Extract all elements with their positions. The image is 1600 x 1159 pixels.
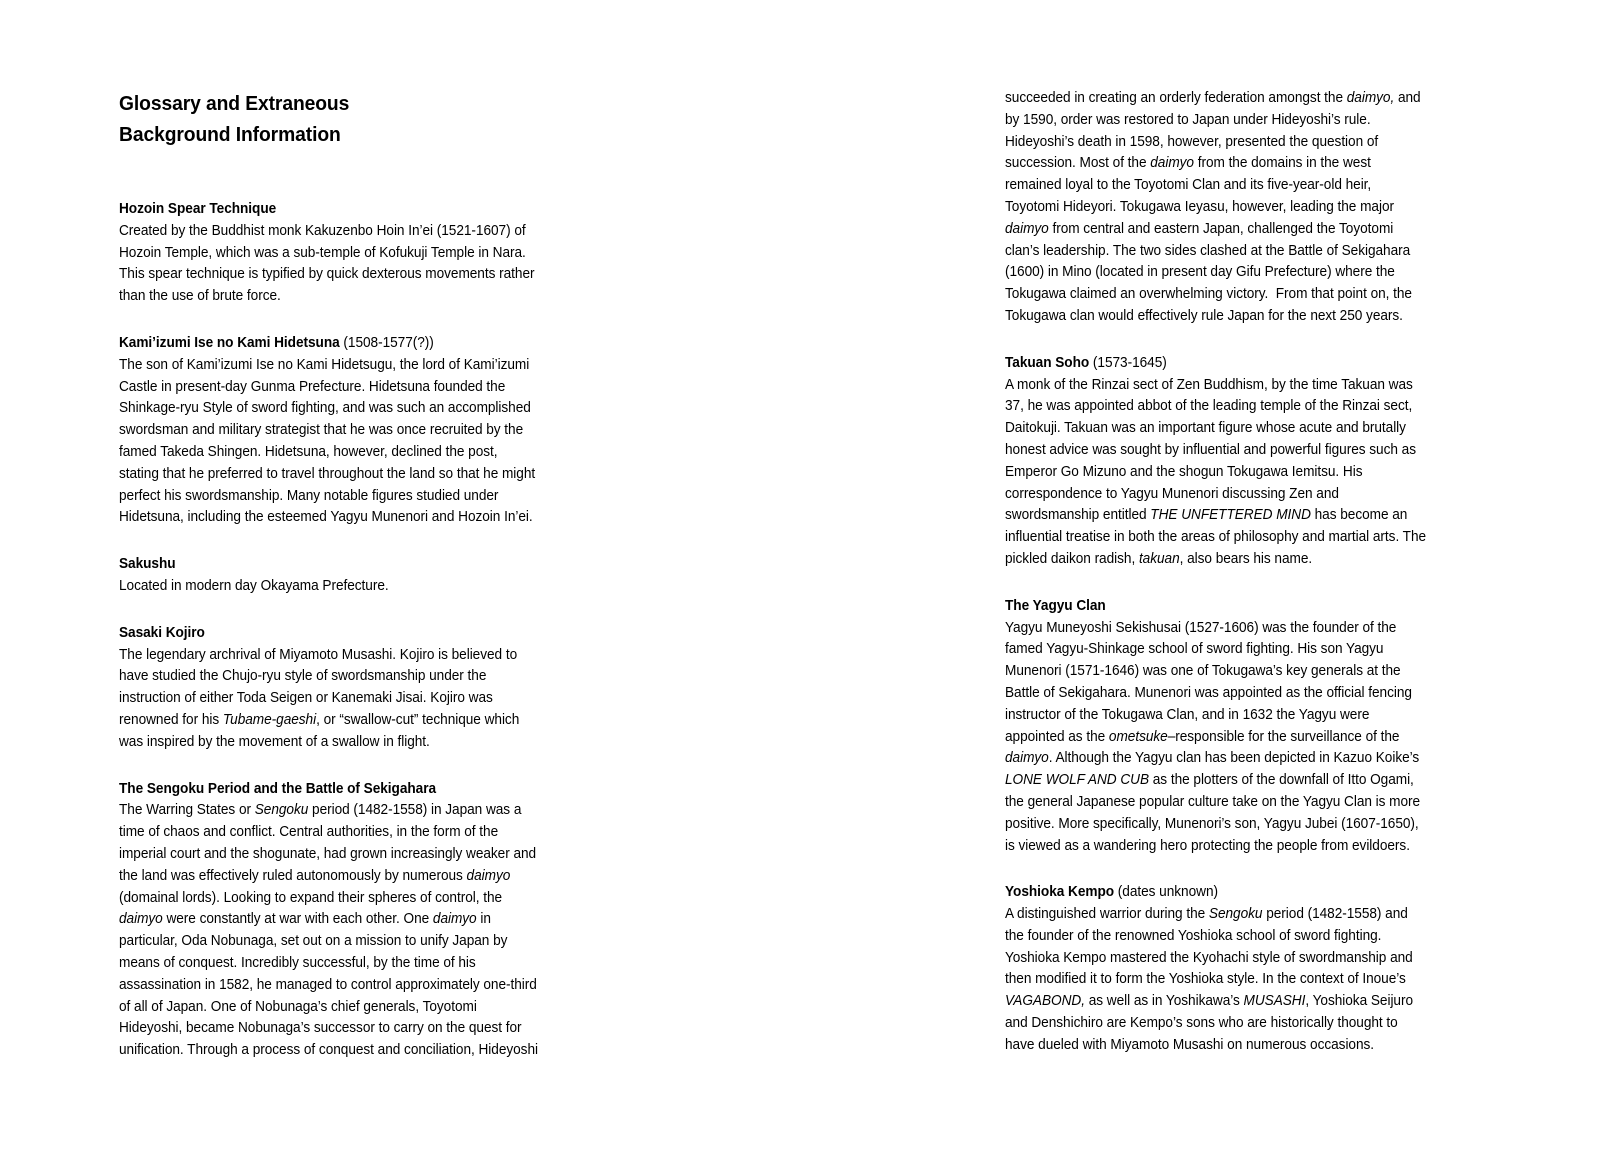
entry-body: A distinguished warrior during the Sengoku period (1482-1558) and the founder of the renowned Yoshioka school of sword fighting. Yoshioka Kempo mastered the Kyohachi style of swordmanship and then modified it to form the Yoshioka style. In the context of Inoue’s VAGABOND, as well as in Yoshikawa’s MUSASHI, Yoshioka Seijuro and Denshichiro are Kempo’s sons who are historically thought to have dueled with Miyamoto Musashi on numerous occasions. <box>1005 906 1414 1053</box>
entry-heading <box>1005 353 1400 375</box>
entry-heading <box>119 554 514 576</box>
entry-heading <box>119 779 514 801</box>
entry-heading-name: The Sengoku Period and the Battle of Sekigahara <box>119 780 437 797</box>
left-column-entries <box>119 199 541 1062</box>
right-column <box>1005 88 1427 1062</box>
entry-heading <box>1005 882 1400 904</box>
entry-heading-name: Takuan Soho <box>1005 354 1090 371</box>
entry-heading <box>119 623 514 645</box>
entry-heading-dates: (dates unknown) <box>1117 884 1218 901</box>
entry-body: The Warring States or Sengoku period (1482-1558) in Japan was a time of chaos and conflict. Central authorities, in the form of the imperial court and the shogunate, had grown increasingly weaker and the land was effectively ruled autonomously by numerous daimyo (domainal lords). Looking to expand their spheres of control, the daimyo were constantly at war with each other. One daimyo in particular, Oda Nobunaga, set out on a mission to unify Japan by means of conquest. Incredibly successful, by the time of his assassination in 1582, he managed to control approximately one-third of all of Japan. One of Nobunaga’s chief generals, Toyotomi Hideyoshi, became Nobunaga’s successor to carry on the quest for unification. Through a process of conquest and conciliation, Hideyoshi <box>119 802 538 1059</box>
left-column <box>119 88 541 1062</box>
entry-heading-name: Yoshioka Kempo <box>1005 884 1115 901</box>
glossary-entry-sakushu <box>119 554 541 598</box>
entry-body: The legendary archrival of Miyamoto Musashi. Kojiro is believed to have studied the Chujo-ryu style of swordsmanship under the instruction of either Toda Seigen or Kanemaki Jisai. Kojiro was renowned for his Tubame-gaeshi, or “swallow-cut” technique which was inspired by the movement of a swallow in flight. <box>119 646 520 750</box>
entry-heading <box>119 333 514 355</box>
entry-heading-name: Sasaki Kojiro <box>119 624 205 641</box>
entry-body: succeeded in creating an orderly federation amongst the daimyo, and by 1590, order was restored to Japan under Hideyoshi’s rule. Hideyoshi’s death in 1598, however, presented the question of succession. Most of the daimyo from the domains in the west remained loyal to the Toyotomi Clan and its five-year-old heir, Toyotomi Hideyori. Tokugawa Ieyasu, however, leading the major daimyo from central and eastern Japan, challenged the Toyotomi clan’s leadership. The two sides clashed at the Battle of Sekigahara (1600) in Mino (located in present day Gifu Prefecture) where the Tokugawa claimed an overwhelming victory. From that point on, the Tokugawa clan would effectively rule Japan for the next 250 years. <box>1005 90 1421 324</box>
glossary-entry-kamiizumi-ise-no-kami-hidetsuna <box>119 333 541 529</box>
entry-body: The son of Kami’izumi Ise no Kami Hidetsugu, the lord of Kami’izumi Castle in present-day Gunma Prefecture. Hidetsuna founded the Shinkage-ryu Style of sword fighting, and was such an accomplished swordsman and military strategist that he was once recruited by the famed Takeda Shingen. Hidetsuna, however, declined the post, stating that he preferred to travel throughout the land so that he might perfect his swordsmanship. Many notable figures studied under Hidetsuna, including the esteemed Yagyu Munenori and Hozoin In’ei. <box>119 356 536 526</box>
glossary-entry-the-yagyu-clan <box>1005 596 1427 858</box>
glossary-entry-sengoku-continuation <box>1005 88 1427 328</box>
glossary-entry-yoshioka-kempo <box>1005 882 1427 1056</box>
glossary-entry-the-sengoku-period-and-the-battle-of-sekigahara <box>119 779 541 1062</box>
glossary-entry-hozoin-spear-technique <box>119 199 541 308</box>
two-column-layout <box>119 88 1439 1062</box>
entry-heading <box>119 199 514 221</box>
entry-heading-dates: (1573-1645) <box>1092 354 1167 371</box>
entry-heading-name: The Yagyu Clan <box>1005 597 1106 614</box>
page-title: Glossary and Extraneous Background Information <box>119 92 350 146</box>
entry-body: Created by the Buddhist monk Kakuzenbo Hoin In’ei (1521-1607) of Hozoin Temple, which was a sub-temple of Kofukuji Temple in Nara. This spear technique is typified by quick dexterous movements rather than the use of brute force. <box>119 222 535 305</box>
entry-heading-dates: (1508-1577(?)) <box>343 334 434 351</box>
glossary-entry-sasaki-kojiro <box>119 623 541 754</box>
entry-body: A monk of the Rinzai sect of Zen Buddhism, by the time Takuan was 37, he was appointed abbot of the leading temple of the Rinzai sect, Daitokuji. Takuan was an important figure whose acute and brutally honest advice was sought by influential and powerful figures such as Emperor Go Mizuno and the shogun Tokugawa Iemitsu. His correspondence to Yagyu Munenori discussing Zen and swordsmanship entitled THE UNFETTERED MIND has become an influential treatise in both the areas of philosophy and martial arts. The pickled daikon radish, takuan, also bears his name. <box>1005 376 1427 567</box>
entry-heading <box>1005 596 1400 618</box>
glossary-entry-takuan-soho <box>1005 353 1427 571</box>
entry-body: Yagyu Muneyoshi Sekishusai (1527-1606) was the founder of the famed Yagyu-Shinkage school of sword fighting. His son Yagyu Munenori (1571-1646) was one of Tokugawa’s key generals at the Battle of Sekigahara. Munenori was appointed as the official fencing instructor of the Tokugawa Clan, and in 1632 the Yagyu were appointed as the ometsuke–responsible for the surveillance of the daimyo. Although the Yagyu clan has been depicted in Kazuo Koike’s LONE WOLF AND CUB as the plotters of the downfall of Itto Ogami, the general Japanese popular culture take on the Yagyu Clan is more positive. More specifically, Munenori’s son, Yagyu Jubei (1607-1650), is viewed as a wandering hero protecting the people from evildoers. <box>1005 619 1421 854</box>
entry-body: Located in modern day Okayama Prefecture. <box>119 577 389 594</box>
entry-heading-name: Sakushu <box>119 556 176 573</box>
entry-heading-name: Hozoin Spear Technique <box>119 201 277 217</box>
entry-heading-name: Kami’izumi Ise no Kami Hidetsuna <box>119 334 340 351</box>
right-column-entries <box>1005 88 1427 1057</box>
